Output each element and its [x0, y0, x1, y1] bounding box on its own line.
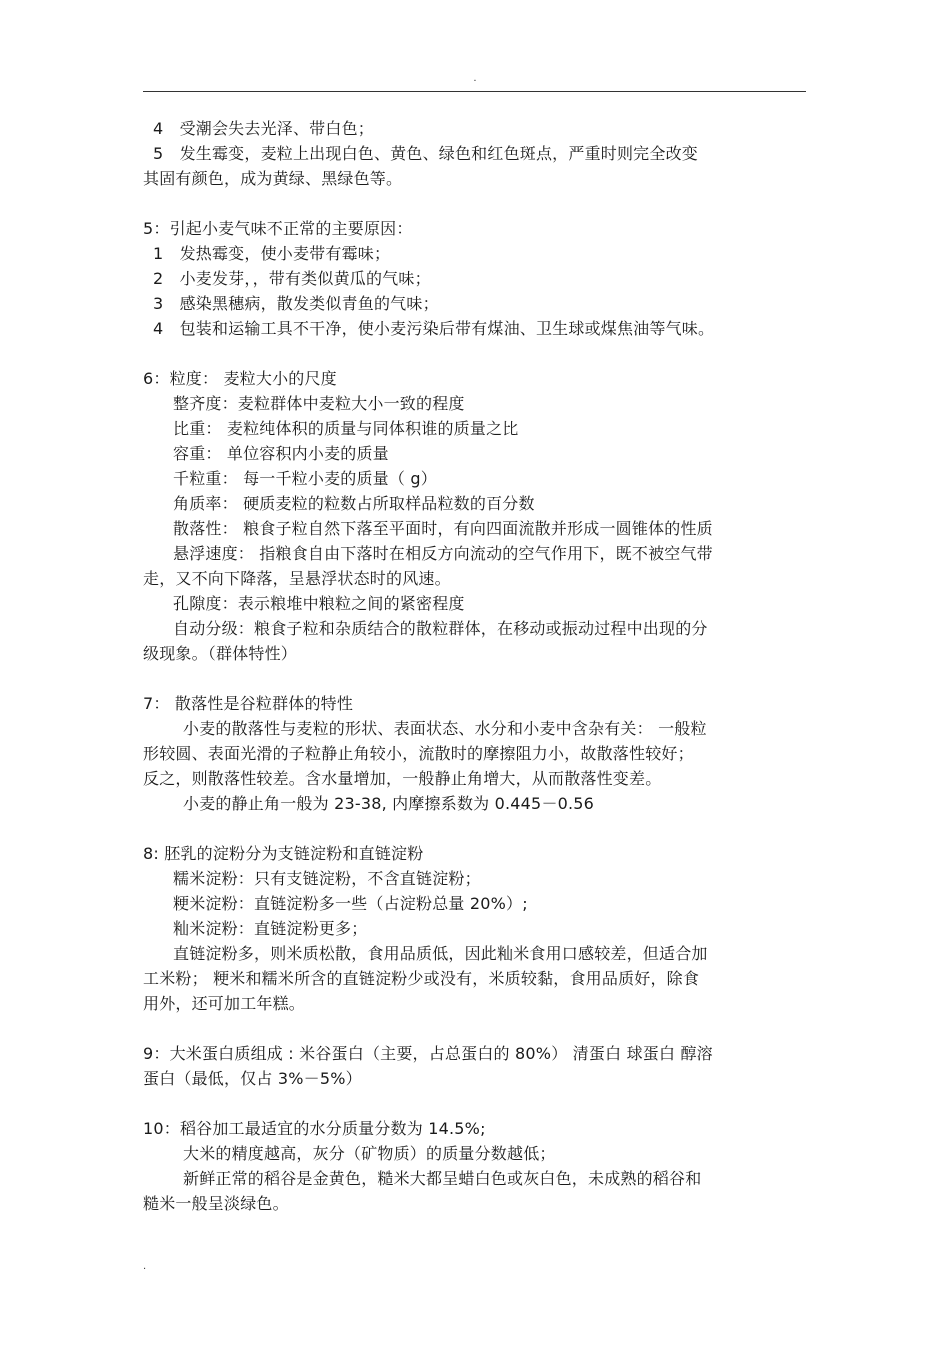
sec6-def-uniformity: 整齐度：麦粒群体中麦粒大小一致的程度	[173, 394, 465, 413]
sec4-item-4: 4 受潮会失去光泽、带白色；	[153, 119, 374, 138]
sec6-def-bulk-density: 容重： 单位容积内小麦的质量	[173, 444, 389, 463]
sec8-japonica: 粳米淀粉：直链淀粉多一些（占淀粉总量 20%）;	[173, 894, 528, 913]
sec8-heading: 8: 胚乳的淀粉分为支链淀粉和直链淀粉	[143, 844, 424, 863]
sec8-indica: 籼米淀粉：直链淀粉更多；	[173, 919, 368, 938]
sec4-item-5: 5 发生霉变，麦粒上出现白色、黄色、绿色和红色斑点，严重时则完全改变	[153, 144, 698, 163]
sec7-para-2: 小麦的静止角一般为 23-38, 内摩擦系数为 0.445－0.56	[183, 794, 595, 813]
sec6-def-suspension-velocity: 悬浮速度： 指粮食自由下落时在相反方向流动的空气作用下，既不被空气带	[173, 544, 713, 563]
sec5-item-1: 1 发热霉变，使小麦带有霉味；	[153, 244, 391, 263]
sec10-color: 新鲜正常的稻谷是金黄色，糙米大都呈蜡白色或灰白色，未成熟的稻谷和	[183, 1169, 702, 1188]
sec4-item-5-cont: 其固有颜色，成为黄绿、黑绿色等。	[143, 169, 403, 188]
sec6-def-vitreousness: 角质率： 硬质麦粒的粒数占所取样品粒数的百分数	[173, 494, 535, 513]
sec7-heading: 7： 散落性是谷粒群体的特性	[143, 694, 354, 713]
sec7-para-1-cont-1: 形较圆、表面光滑的子粒静止角较小，流散时的摩擦阻力小，故散落性较好；	[143, 744, 694, 763]
sec5-item-3: 3 感染黑穗病，散发类似青鱼的气味；	[153, 294, 439, 313]
sec8-para-cont-2: 用外，还可加工年糕。	[143, 994, 306, 1013]
sec6-def-self-grading: 自动分级：粮食子粒和杂质结合的散粒群体，在移动或振动过程中出现的分	[173, 619, 708, 638]
sec8-para: 直链淀粉多，则米质松散，食用品质低，因此籼米食用口感较差，但适合加	[173, 944, 708, 963]
sec8-para-cont-1: 工米粉； 粳米和糯米所含的直链淀粉少或没有，米质较黏，食用品质好，除食	[143, 969, 700, 988]
sec8-glutinous: 糯米淀粉：只有支链淀粉，不含直链淀粉；	[173, 869, 481, 888]
sec6-def-specific-gravity: 比重： 麦粒纯体积的质量与同体积谁的质量之比	[173, 419, 519, 438]
sec5-item-4: 4 包装和运输工具不干净，使小麦污染后带有煤油、卫生球或煤焦油等气味。	[153, 319, 715, 338]
sec6-def-thousand-grain: 千粒重： 每一千粒小麦的质量（ g）	[173, 469, 437, 488]
sec10-ash-content: 大米的精度越高，灰分（矿物质）的质量分数越低；	[183, 1144, 556, 1163]
sec6-def-suspension-cont: 走，又不向下降落，呈悬浮状态时的风速。	[143, 569, 451, 588]
sec7-para-1: 小麦的散落性与麦粒的形状、表面状态、水分和小麦中含杂有关： 一般粒	[183, 719, 707, 738]
header-mark: .	[473, 73, 477, 84]
sec6-def-porosity: 孔隙度：表示粮堆中粮粒之间的紧密程度	[173, 594, 465, 613]
sec5-item-2: 2 小麦发芽，，带有类似黄瓜的气味；	[153, 269, 431, 288]
sec9-heading: 9：大米蛋白质组成 : 米谷蛋白（主要，占总蛋白的 80%） 清蛋白 球蛋白 醇溶	[143, 1044, 713, 1063]
footer-mark: .	[143, 1261, 147, 1272]
sec7-para-1-cont-2: 反之，则散落性较差。含水量增加，一般静止角增大，从而散落性变差。	[143, 769, 662, 788]
sec6-def-flowability: 散落性： 粮食子粒自然下落至平面时，有向四面流散并形成一圆锥体的性质	[173, 519, 713, 538]
header-rule	[143, 91, 806, 92]
sec9-heading-cont: 蛋白（最低，仅占 3%－5%）	[143, 1069, 362, 1088]
sec10-color-cont: 糙米一般呈淡绿色。	[143, 1194, 289, 1213]
sec5-heading: 5：引起小麦气味不正常的主要原因：	[143, 219, 413, 238]
sec6-def-self-grading-cont: 级现象。（群体特性）	[143, 644, 298, 663]
sec10-heading: 10：稻谷加工最适宜的水分质量分数为 14.5%;	[143, 1119, 486, 1138]
sec6-heading: 6：粒度： 麦粒大小的尺度	[143, 369, 337, 388]
